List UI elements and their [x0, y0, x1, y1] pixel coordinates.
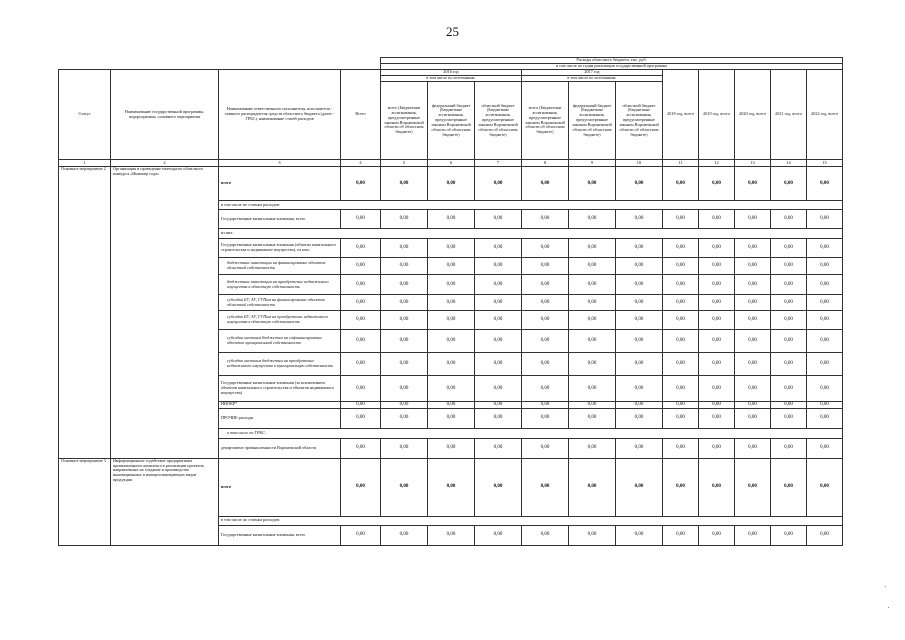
amount-cell: 0,00 [428, 525, 475, 545]
column-number: 14 [771, 160, 807, 167]
amount-cell: 0,00 [771, 438, 807, 458]
amount-cell: 0,00 [616, 525, 663, 545]
year-2017-header: 2017 год [522, 70, 663, 76]
amount-cell: 0,00 [735, 438, 771, 458]
amount-cell: 0,00 [807, 353, 843, 376]
amount-cell: 0,00 [475, 402, 522, 409]
amount-cell: 0,00 [807, 330, 843, 353]
expense-item-label: субсидии местным бюджетам на приобретение недвижимого имущества в муниципальную собственность [219, 353, 341, 376]
amount-cell: 0,00 [569, 258, 616, 275]
amount-cell: 0,00 [663, 239, 699, 258]
measure-status: Основное мероприятие 3 [59, 458, 111, 545]
amount-cell: 0,00 [569, 438, 616, 458]
amount-cell: 0,00 [381, 438, 428, 458]
amount-cell: 0,00 [475, 239, 522, 258]
amount-cell: 0,00 [771, 258, 807, 275]
amount-cell: 0,00 [807, 295, 843, 311]
column-number: 2 [111, 160, 219, 167]
column-number: 6 [428, 160, 475, 167]
amount-cell: 0,00 [616, 258, 663, 275]
amount-cell: 0,00 [807, 458, 843, 516]
col15-header: 2022 год, всего [807, 70, 843, 160]
amount-cell: 0,00 [699, 402, 735, 409]
amount-cell: 0,00 [381, 525, 428, 545]
year-2016-header: 2016 год [381, 70, 522, 76]
amount-cell: 0,00 [381, 295, 428, 311]
amount-cell: 0,00 [428, 311, 475, 330]
amount-cell: 0,00 [341, 167, 381, 201]
col10-header: областной бюджет (Бюджетные ассигнования, предусмотренные законом Воронежской области об областном бюджете) [616, 82, 663, 160]
amount-cell: 0,00 [699, 167, 735, 201]
expense-item-label: бюджетные инвестиции на финансирование объектов областной собственности [219, 258, 341, 275]
amount-cell: 0,00 [341, 438, 381, 458]
amount-cell: 0,00 [381, 408, 428, 428]
measure-3-section [59, 458, 843, 545]
amount-cell: 0,00 [522, 330, 569, 353]
amount-cell: 0,00 [771, 525, 807, 545]
expense-item-label: в том числе по ГРБС: [219, 428, 843, 438]
amount-cell: 0,00 [428, 376, 475, 402]
amount-cell: 0,00 [663, 275, 699, 295]
amount-cell: 0,00 [663, 258, 699, 275]
amount-cell: 0,00 [428, 239, 475, 258]
amount-cell: 0,00 [735, 210, 771, 229]
amount-cell: 0,00 [616, 275, 663, 295]
amount-cell: 0,00 [522, 258, 569, 275]
scan-mark [888, 607, 889, 608]
expense-item-label: из них: [219, 229, 843, 239]
amount-cell: 0,00 [522, 458, 569, 516]
expense-item-label: в том числе по статьям расходов: [219, 201, 843, 210]
amount-cell: 0,00 [522, 275, 569, 295]
amount-cell: 0,00 [807, 438, 843, 458]
amount-cell: 0,00 [616, 376, 663, 402]
amount-cell: 0,00 [807, 275, 843, 295]
amount-cell: 0,00 [381, 458, 428, 516]
amount-cell: 0,00 [475, 458, 522, 516]
amount-cell: 0,00 [771, 330, 807, 353]
amount-cell: 0,00 [616, 311, 663, 330]
amount-cell: 0,00 [475, 408, 522, 428]
amount-cell: 0,00 [341, 376, 381, 402]
amount-cell: 0,00 [381, 376, 428, 402]
executor-header: Наименование ответственного исполнителя, исполнителя - главного распорядителя средств областного бюджета (далее - ГРБС), наименование статей расходов [219, 70, 341, 160]
amount-cell: 0,00 [475, 311, 522, 330]
expense-item-label: департамент промышленности Воронежской области [219, 438, 341, 458]
amount-cell: 0,00 [381, 167, 428, 201]
amount-cell: 0,00 [616, 458, 663, 516]
amount-cell: 0,00 [807, 311, 843, 330]
amount-cell: 0,00 [807, 258, 843, 275]
amount-cell: 0,00 [699, 376, 735, 402]
amount-cell: 0,00 [569, 353, 616, 376]
amount-cell: 0,00 [699, 210, 735, 229]
amount-cell: 0,00 [771, 353, 807, 376]
amount-cell: 0,00 [663, 438, 699, 458]
amount-cell: 0,00 [522, 402, 569, 409]
amount-cell: 0,00 [616, 239, 663, 258]
amount-cell: 0,00 [522, 167, 569, 201]
amount-cell: 0,00 [807, 376, 843, 402]
amount-cell: 0,00 [475, 167, 522, 201]
amount-cell: 0,00 [663, 210, 699, 229]
amount-cell: 0,00 [569, 210, 616, 229]
amount-cell: 0,00 [569, 167, 616, 201]
amount-cell: 0,00 [699, 458, 735, 516]
amount-cell: 0,00 [735, 330, 771, 353]
amount-cell: 0,00 [475, 438, 522, 458]
amount-cell: 0,00 [663, 525, 699, 545]
amount-cell: 0,00 [428, 295, 475, 311]
amount-cell: 0,00 [771, 376, 807, 402]
amount-cell: 0,00 [807, 525, 843, 545]
amount-cell: 0,00 [569, 295, 616, 311]
amount-cell: 0,00 [771, 167, 807, 201]
amount-cell: 0,00 [522, 408, 569, 428]
amount-cell: 0,00 [771, 402, 807, 409]
amount-cell: 0,00 [616, 402, 663, 409]
program-name-header: Наименование государственной программы, подпрограммы, основного мероприятия [111, 70, 219, 160]
amount-cell: 0,00 [522, 210, 569, 229]
amount-cell: 0,00 [381, 239, 428, 258]
expense-item-label: Государственные капитальные вложения (объекты капитального строительства и недвижимое имущество), из них: [219, 239, 341, 258]
amount-cell: 0,00 [616, 295, 663, 311]
amount-cell: 0,00 [341, 353, 381, 376]
amount-cell: 0,00 [771, 311, 807, 330]
amount-cell: 0,00 [475, 258, 522, 275]
amount-cell: 0,00 [475, 330, 522, 353]
column-number: 15 [807, 160, 843, 167]
amount-cell: 0,00 [341, 210, 381, 229]
amount-cell: 0,00 [522, 295, 569, 311]
column-number: 8 [522, 160, 569, 167]
amount-cell: 0,00 [807, 408, 843, 428]
amount-cell: 0,00 [699, 525, 735, 545]
expense-item-label: бюджетные инвестиции на приобретение недвижимого имущества в областную собственность [219, 275, 341, 295]
col9-header: федеральный бюджет (Бюджетные ассигнования, предусмотренные законом Воронежской области об областном бюджете) [569, 82, 616, 160]
amount-cell: 0,00 [771, 295, 807, 311]
amount-cell: 0,00 [735, 408, 771, 428]
implementation-title: в том числе по годам реализации государственной программы [381, 64, 843, 70]
expense-item-label: субсидии БУ, АУ, ГУПам на приобретение недвижимого имущества в областную собственность [219, 311, 341, 330]
amount-cell: 0,00 [663, 376, 699, 402]
amount-cell: 0,00 [663, 311, 699, 330]
expense-item-label: Государственные капитальные вложения, всего [219, 525, 341, 545]
amount-cell: 0,00 [735, 458, 771, 516]
amount-cell: 0,00 [699, 438, 735, 458]
amount-cell: 0,00 [569, 275, 616, 295]
expense-item-label: всего [219, 458, 341, 516]
amount-cell: 0,00 [522, 438, 569, 458]
column-number: 9 [569, 160, 616, 167]
amount-cell: 0,00 [699, 408, 735, 428]
measure-2-section [59, 167, 843, 459]
amount-cell: 0,00 [616, 438, 663, 458]
amount-cell: 0,00 [616, 408, 663, 428]
expense-item-label: Государственные капитальные вложения (за исключением объектов капитального строительства и объектов недвижимого имущества) [219, 376, 341, 402]
amount-cell: 0,00 [616, 330, 663, 353]
amount-cell: 0,00 [428, 167, 475, 201]
column-number: 1 [59, 160, 111, 167]
table-row [59, 458, 843, 516]
amount-cell: 0,00 [569, 458, 616, 516]
amount-cell: 0,00 [341, 525, 381, 545]
amount-cell: 0,00 [341, 458, 381, 516]
amount-cell: 0,00 [522, 311, 569, 330]
amount-cell: 0,00 [699, 330, 735, 353]
amount-cell: 0,00 [735, 239, 771, 258]
expense-item-label: субсидии БУ, АУ, ГУПам на финансирование объектов областной собственности [219, 295, 341, 311]
expense-item-label: всего [219, 167, 341, 201]
amount-cell: 0,00 [428, 210, 475, 229]
amount-cell: 0,00 [341, 275, 381, 295]
amount-cell: 0,00 [699, 258, 735, 275]
amount-cell: 0,00 [428, 438, 475, 458]
amount-cell: 0,00 [341, 258, 381, 275]
expense-item-label: в том числе по статьям расходов: [219, 516, 843, 525]
amount-cell: 0,00 [663, 458, 699, 516]
amount-cell: 0,00 [522, 376, 569, 402]
amount-cell: 0,00 [381, 330, 428, 353]
amount-cell: 0,00 [735, 167, 771, 201]
amount-cell: 0,00 [381, 311, 428, 330]
amount-cell: 0,00 [341, 402, 381, 409]
amount-cell: 0,00 [428, 353, 475, 376]
col14-header: 2021 год, всего [771, 70, 807, 160]
measure-status: Основное мероприятие 2 [59, 167, 111, 459]
expense-item-label: ПРОЧИЕ расходы [219, 408, 341, 428]
amount-cell: 0,00 [569, 239, 616, 258]
amount-cell: 0,00 [522, 239, 569, 258]
table-row [59, 167, 843, 201]
amount-cell: 0,00 [569, 376, 616, 402]
col12-header: 2019 год, всего [699, 70, 735, 160]
scan-mark [885, 586, 886, 587]
amount-cell: 0,00 [569, 525, 616, 545]
amount-cell: 0,00 [428, 458, 475, 516]
amount-cell: 0,00 [735, 258, 771, 275]
incl-2016: в том числе по источникам: [381, 76, 522, 82]
amount-cell: 0,00 [569, 311, 616, 330]
column-number: 13 [735, 160, 771, 167]
measure-name: Организация и проведение ежегодного областного конкурса «Инженер года» [111, 167, 219, 459]
amount-cell: 0,00 [381, 258, 428, 275]
amount-cell: 0,00 [735, 376, 771, 402]
column-number: 4 [341, 160, 381, 167]
amount-cell: 0,00 [381, 210, 428, 229]
col13-header: 2020 год, всего [735, 70, 771, 160]
amount-cell: 0,00 [771, 458, 807, 516]
column-number: 12 [699, 160, 735, 167]
amount-cell: 0,00 [735, 311, 771, 330]
amount-cell: 0,00 [428, 275, 475, 295]
budget-table [58, 57, 843, 546]
amount-cell: 0,00 [735, 402, 771, 409]
amount-cell: 0,00 [341, 295, 381, 311]
col6-header: федеральный бюджет (Бюджетные ассигнования, предусмотренные законом Воронежской области об областном бюджете) [428, 82, 475, 160]
amount-cell: 0,00 [807, 402, 843, 409]
expense-item-label: субсидии местным бюджетам на софинансирование объектов муниципальной собственности [219, 330, 341, 353]
page-number: 25 [446, 24, 459, 39]
amount-cell: 0,00 [735, 353, 771, 376]
amount-cell: 0,00 [616, 353, 663, 376]
amount-cell: 0,00 [475, 376, 522, 402]
amount-cell: 0,00 [381, 402, 428, 409]
amount-cell: 0,00 [428, 402, 475, 409]
column-number: 5 [381, 160, 428, 167]
amount-cell: 0,00 [771, 210, 807, 229]
amount-cell: 0,00 [735, 275, 771, 295]
expenses-title: Расходы областного бюджета, тыс. руб. [381, 58, 843, 64]
col11-header: 2018 год, всего [663, 70, 699, 160]
amount-cell: 0,00 [569, 330, 616, 353]
amount-cell: 0,00 [341, 311, 381, 330]
column-number: 11 [663, 160, 699, 167]
amount-cell: 0,00 [663, 402, 699, 409]
measure-name: Информационное содействие предприятиям промышленного комплекса в реализации проектов, направленных на создание и производство инновационных и импортозамещающих видов продукции [111, 458, 219, 545]
amount-cell: 0,00 [663, 167, 699, 201]
amount-cell: 0,00 [699, 353, 735, 376]
amount-cell: 0,00 [522, 525, 569, 545]
amount-cell: 0,00 [341, 239, 381, 258]
amount-cell: 0,00 [428, 258, 475, 275]
col5-header: всего (Бюджетные ассигнования, предусмотренные законом Воронежской области об областном бюджете) [381, 82, 428, 160]
col8-header: всего (Бюджетные ассигнования, предусмотренные законом Воронежской области об областном бюджете) [522, 82, 569, 160]
amount-cell: 0,00 [341, 408, 381, 428]
amount-cell: 0,00 [807, 210, 843, 229]
amount-cell: 0,00 [807, 239, 843, 258]
column-number: 10 [616, 160, 663, 167]
amount-cell: 0,00 [381, 353, 428, 376]
amount-cell: 0,00 [807, 167, 843, 201]
amount-cell: 0,00 [341, 330, 381, 353]
expense-item-label: Государственные капитальные вложения, всего [219, 210, 341, 229]
amount-cell: 0,00 [735, 525, 771, 545]
amount-cell: 0,00 [475, 275, 522, 295]
amount-cell: 0,00 [428, 330, 475, 353]
amount-cell: 0,00 [699, 275, 735, 295]
status-header: Статус [59, 70, 111, 160]
incl-2017: в том числе по источникам: [522, 76, 663, 82]
expense-item-label: НИОКР* [219, 402, 341, 409]
column-numbers-row [59, 160, 843, 167]
amount-cell: 0,00 [569, 402, 616, 409]
amount-cell: 0,00 [699, 295, 735, 311]
amount-cell: 0,00 [475, 295, 522, 311]
column-number: 3 [219, 160, 341, 167]
amount-cell: 0,00 [616, 167, 663, 201]
amount-cell: 0,00 [735, 295, 771, 311]
amount-cell: 0,00 [699, 311, 735, 330]
amount-cell: 0,00 [381, 275, 428, 295]
amount-cell: 0,00 [771, 275, 807, 295]
amount-cell: 0,00 [475, 353, 522, 376]
amount-cell: 0,00 [663, 353, 699, 376]
amount-cell: 0,00 [699, 239, 735, 258]
amount-cell: 0,00 [663, 408, 699, 428]
amount-cell: 0,00 [428, 408, 475, 428]
amount-cell: 0,00 [475, 525, 522, 545]
total-header: Всего [341, 70, 381, 160]
amount-cell: 0,00 [569, 408, 616, 428]
col7-header: областной бюджет (Бюджетные ассигнования, предусмотренные законом Воронежской области об областном бюджете) [475, 82, 522, 160]
amount-cell: 0,00 [771, 408, 807, 428]
amount-cell: 0,00 [475, 210, 522, 229]
amount-cell: 0,00 [771, 239, 807, 258]
amount-cell: 0,00 [522, 353, 569, 376]
amount-cell: 0,00 [663, 330, 699, 353]
amount-cell: 0,00 [663, 295, 699, 311]
column-number: 7 [475, 160, 522, 167]
amount-cell: 0,00 [616, 210, 663, 229]
